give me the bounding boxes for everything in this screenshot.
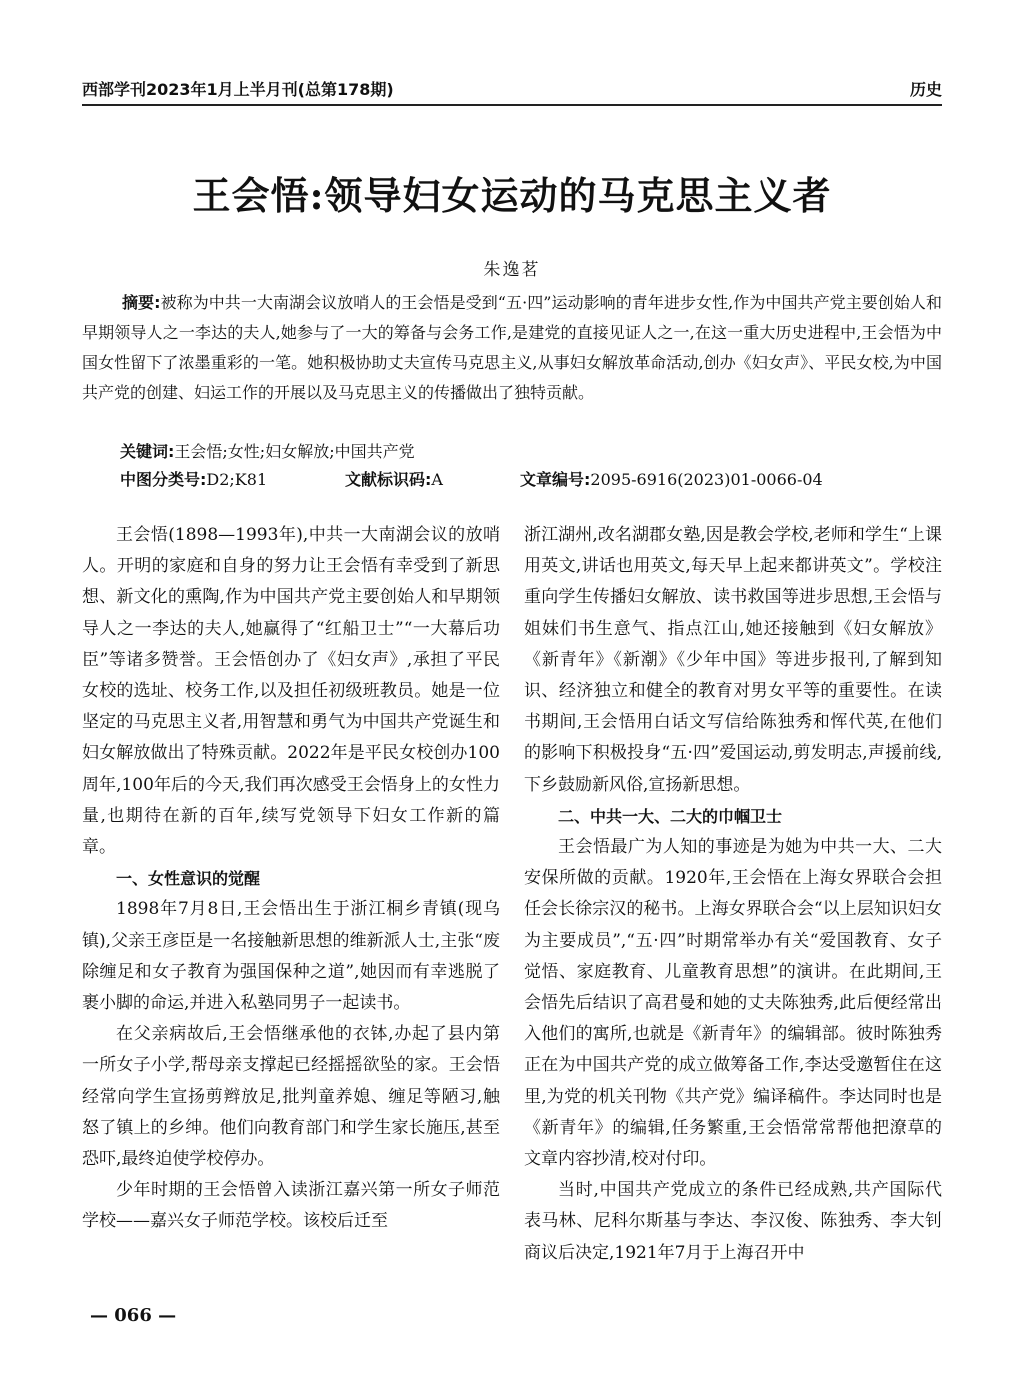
abstract-label: 摘要:: [122, 293, 161, 312]
doc-code-block: [345, 468, 520, 492]
body-paragraph: 王会悟(1898—1993年),中共一大南湖会议的放哨人。开明的家庭和自身的努力让王会悟有幸受到了新思想、新文化的熏陶,作为中国共产党主要创始人和早期领导人之一李达的夫人,她赢得了“红船卫士”“一大幕后功臣”等诸多赞誉。王会悟创办了《妇女声》,承担了平民女校的选址、校务工作,以及担任初级班教员。她是一位坚定的马克思主义者,用智慧和勇气为中国共产党诞生和妇女解放做出了特殊贡献。2022年是平民女校创办100周年,100年后的今天,我们再次感受王会悟身上的女性力量,也期待在新的百年,续写党领导下妇女工作新的篇章。: [82, 525, 500, 858]
article-id-value: 2095-6916(2023)01-0066-04: [590, 470, 823, 489]
keywords-line: [120, 440, 415, 464]
section-heading: 一、女性意识的觉醒: [116, 869, 261, 889]
article-id-label: 文章编号:: [520, 470, 591, 489]
body-paragraph: 少年时期的王会悟曾入读浙江嘉兴第一所女子师范学校——嘉兴女子师范学校。该校后迁至: [82, 1180, 500, 1232]
article-id-block: [520, 470, 823, 489]
clc-value: D2;K81: [206, 470, 268, 489]
keywords-text: 王会悟;女性;妇女解放;中国共产党: [174, 442, 415, 461]
section-heading: 二、中共一大、二大的巾帼卫士: [558, 806, 783, 826]
right-column: [524, 520, 942, 1269]
body-paragraph: 王会悟最广为人知的事迹是为她为中共一大、二大安保所做的贡献。1920年,王会悟在上海女界联合会担任会长徐宗汉的秘书。上海女界联合会“以上层知识妇女为主要成员”,“五·四”时期常举办有关“爱国教育、女子觉悟、家庭教育、儿童教育思想”的演讲。在此期间,王会悟先后结识了高君曼和她的丈夫陈独秀,此后便经常出入他们的寓所,也就是《新青年》的编辑部。彼时陈独秀正在为中国共产党的成立做筹备工作,李达受邀暂住在这里,为党的机关刊物《共产党》编译稿件。李达同时也是《新青年》的编辑,任务繁重,王会悟常常帮他把潦草的文章内容抄清,校对付印。: [524, 837, 942, 1170]
running-header: [82, 72, 942, 106]
doc-code-value: A: [431, 470, 443, 489]
body-paragraph: 1898年7月8日,王会悟出生于浙江桐乡青镇(现乌镇),父亲王彦臣是一名接触新思想的维新派人士,主张“废除缠足和女子教育为强国保种之道”,她因而有幸逃脱了裹小脚的命运,并进入私塾同男子一起读书。: [82, 899, 500, 1014]
keywords-label: 关键词:: [120, 442, 175, 461]
clc-label: 中图分类号:: [120, 470, 207, 489]
section-name: 历史: [909, 80, 942, 99]
abstract-text: 被称为中共一大南湖会议放哨人的王会悟是受到“五·四”运动影响的青年进步女性,作为中国共产党主要创始人和早期领导人之一李达的夫人,她参与了一大的筹备与会务工作,是建党的直接见证人之一,在这一重大历史进程中,王会悟为中国女性留下了浓墨重彩的一笔。她积极协助丈夫宣传马克思主义,从事妇女解放革命活动,创办《妇女声》、平民女校,为中国共产党的创建、妇运工作的开展以及马克思主义的传播做出了独特贡献。: [82, 293, 942, 402]
journal-issue: 西部学刊2023年1月上半月刊(总第178期): [82, 80, 394, 99]
article-title: 王会悟:领导妇女运动的马克思主义者: [192, 173, 832, 218]
body-paragraph: 当时,中国共产党成立的条件已经成熟,共产国际代表马林、尼科尔斯基与李达、李汉俊、陈独秀、李大钊商议后决定,1921年7月于上海召开中: [524, 1180, 942, 1263]
author-name: 朱逸茗: [483, 260, 541, 280]
page-number: — 066 —: [90, 1305, 177, 1326]
clc-block: [120, 468, 345, 492]
body-paragraph: 在父亲病故后,王会悟继承他的衣钵,办起了县内第一所女子小学,帮母亲支撑起已经摇摇欲坠的家。王会悟经常向学生宣扬剪辫放足,批判童养媳、缠足等陋习,触怒了镇上的乡绅。他们向教育部门和学生家长施压,甚至恐吓,最终迫使学校停办。: [82, 1024, 500, 1170]
body-paragraph: 浙江湖州,改名湖郡女塾,因是教会学校,老师和学生“上课用英文,讲话也用英文,每天早上起来都讲英文”。学校注重向学生传播妇女解放、读书救国等进步思想,王会悟与姐妹们书生意气、指点江山,她还接触到《妇女解放》《新青年》《新潮》《少年中国》等进步报刊,了解到知识、经济独立和健全的教育对男女平等的重要性。在读书期间,王会悟用白话文写信给陈独秀和恽代英,在他们的影响下积极投身“五·四”爱国运动,剪发明志,声援前线,下乡鼓励新风俗,宣扬新思想。: [524, 525, 942, 795]
doc-code-label: 文献标识码:: [345, 470, 432, 489]
classification-line: [120, 468, 920, 492]
left-column: [82, 520, 500, 1238]
abstract: [82, 288, 942, 408]
